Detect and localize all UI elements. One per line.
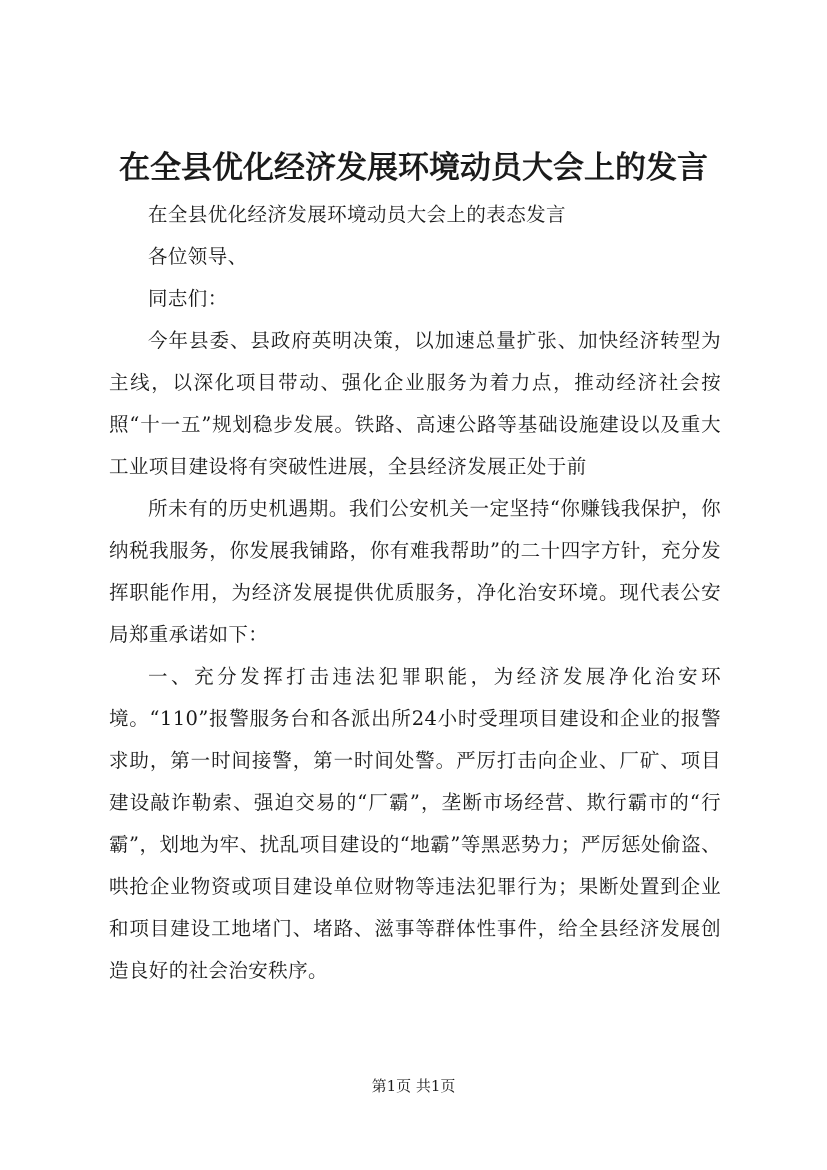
body-paragraph: 所未有的历史机遇期。我们公安机关一定坚持“你赚钱我保护，你纳税我服务，你发展我铺路，你有难我帮助”的二十四字方针，充分发挥职能作用，为经济发展提供优质服务，净化治安环境。现代表公安局郑重承诺如下： [109,497,721,646]
salutation-leaders: 各位领导、 [148,245,248,268]
page-title: 在全县优化经济发展环境动员大会上的发言 [119,150,708,186]
body-paragraph: 今年县委、县政府英明决策，以加速总量扩张、加快经济转型为主线，以深化项目带动、强化企业服务为着力点，推动经济社会按照“十一五”规划稳步发展。铁路、高速公路等基础设施建设以及重大工业项目建设将有突破性进展，全县经济发展正处于前 [109,329,721,478]
salutation-comrades: 同志们： [148,287,228,310]
body-paragraph: 一、充分发挥打击违法犯罪职能，为经济发展净化治安环境。“110”报警服务台和各派出所24小时受理项目建设和企业的报警求助，第一时间接警，第一时间处警。严厉打击向企业、厂矿、项目建设敲诈勒索、强迫交易的“厂霸”，垄断市场经营、欺行霸市的“行霸”，划地为牢、扰乱项目建设的“地霸”等黑恶势力；严厉惩处偷盗、哄抢企业物资或项目建设单位财物等违法犯罪行为；果断处置到企业和项目建设工地堵门、堵路、滋事等群体性事件，给全县经济发展创造良好的社会治安秩序。 [109,665,721,982]
document-body [109,194,721,992]
subtitle-paragraph: 在全县优化经济发展环境动员大会上的表态发言 [148,203,566,226]
page-footer: 第1页 共1页 [371,1077,456,1095]
